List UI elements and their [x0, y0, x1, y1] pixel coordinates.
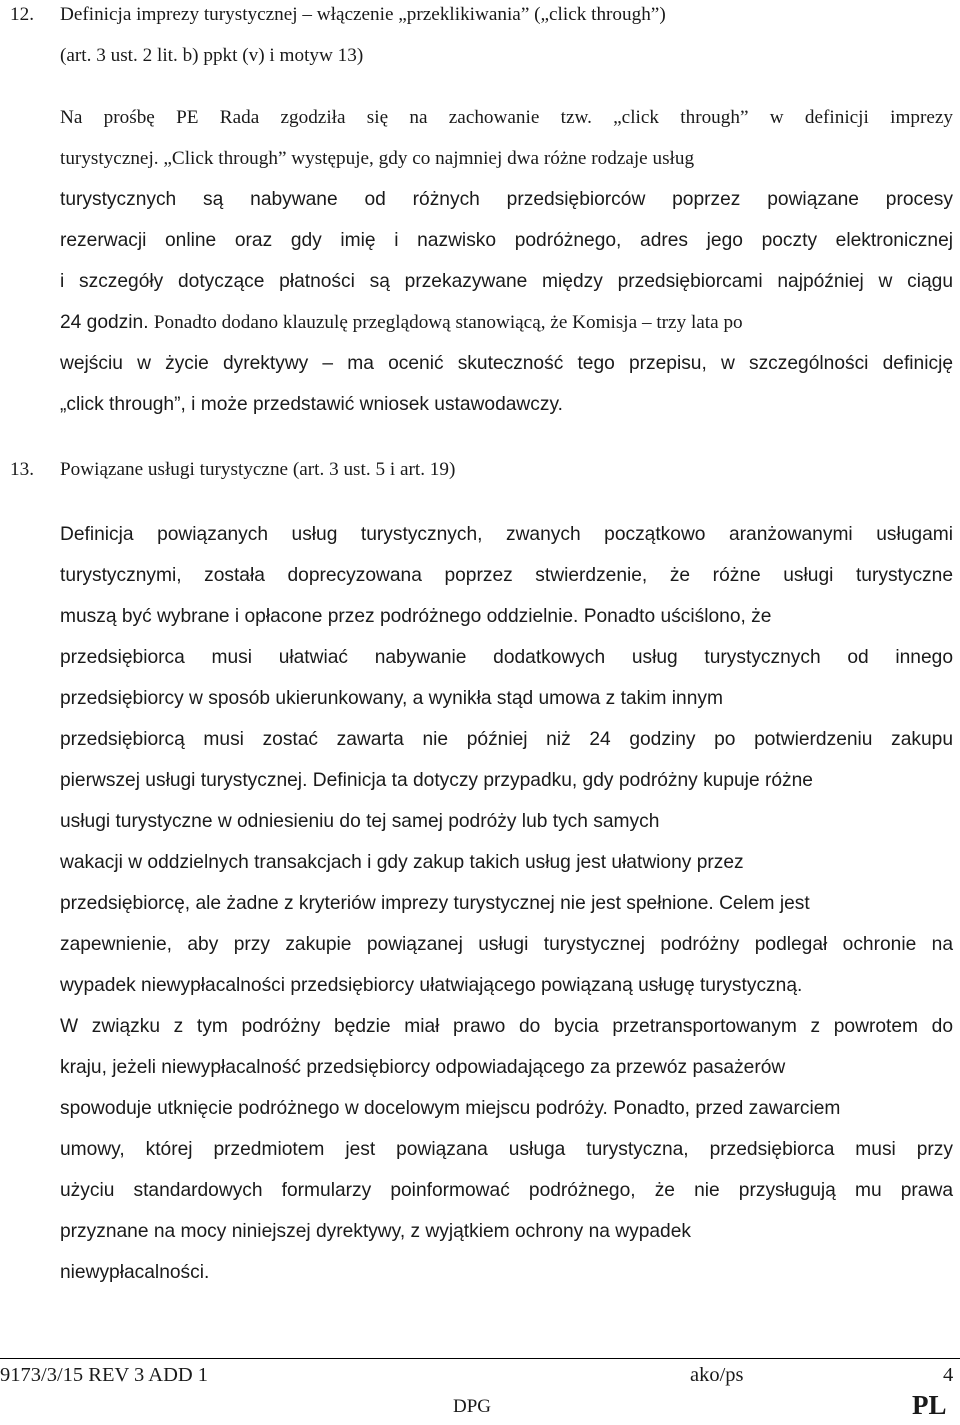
section-13-line-12: wypadek niewypłacalności przedsiębiorcy ułatwiającego powiązaną usługę turystyczną. [60, 975, 803, 996]
section-13-line-5: przedsiębiorcy w sposób ukierunkowany, a wynikła stąd umowa z takim innym [60, 688, 723, 709]
section-12-line-2: turystycznej. „Click through” występuje, gdy co najmniej dwa różne rodzaje usług [60, 148, 695, 169]
section-12-line-4: rezerwacji online oraz gdy imię i nazwisko podróżnego, adres jego poczty elektronicznej [60, 230, 953, 251]
section-12-line-5: i szczegóły dotyczące płatności są przekazywane między przedsiębiorcami najpóźniej w ciągu [60, 271, 953, 292]
section-12-line-8: „click through”, i może przedstawić wniosek ustawodawczy. [60, 394, 563, 415]
section-12-line-7: wejściu w życie dyrektywy – ma ocenić skuteczność tego przepisu, w szczególności definicję [60, 353, 953, 374]
section-13-line-8: usługi turystyczne w odniesieniu do tej samej podróży lub tych samych [60, 811, 660, 832]
footer-dg: DPG [453, 1396, 492, 1417]
section-12-line-6: 24 godzin. Ponadto dodano klauzulę przeglądową stanowiącą, że Komisja – trzy lata po [60, 312, 743, 333]
section-13-line-14: kraju, jeżeli niewypłacalność przedsiębiorcy odpowiadającego za przewóz pasażerów [60, 1057, 786, 1078]
section-12-number: 12. [10, 4, 34, 25]
footer-language: PL [912, 1390, 947, 1420]
section-13-line-16: umowy, której przedmiotem jest powiązana usługa turystyczna, przedsiębiorca musi przy [60, 1139, 953, 1160]
section-13-line-11: zapewnienie, aby przy zakupie powiązanej usługi turystycznej podróżny podlegał ochronie na [60, 934, 953, 955]
section-13-line-6: przedsiębiorcą musi zostać zawarta nie później niż 24 godziny po potwierdzeniu zakupu [60, 729, 953, 750]
footer-initials: ako/ps [690, 1364, 744, 1386]
section-13-line-18: przyznane na mocy niniejszej dyrektywy, z wyjątkiem ochrony na wypadek [60, 1221, 691, 1242]
section-13-line-15: spowoduje utknięcie podróżnego w docelowym miejscu podróży. Ponadto, przed zawarciem [60, 1098, 841, 1119]
section-13-line-17: użyciu standardowych formularzy poinformować podróżnego, że nie przysługują mu prawa [60, 1180, 953, 1201]
section-13-line-19: niewypłacalności. [60, 1262, 210, 1283]
section-12-heading-line-1: Definicja imprezy turystycznej – włączenie „przeklikiwania” („click through”) [60, 4, 666, 25]
section-13-line-3: muszą być wybrane i opłacone przez podróżnego oddzielnie. Ponadto uściślono, że [60, 606, 772, 627]
section-12-line-3: turystycznych są nabywane od różnych przedsiębiorców poprzez powiązane procesy [60, 189, 953, 210]
section-13-line-13: W związku z tym podróżny będzie miał prawo do bycia przetransportowanym z powrotem do [60, 1016, 953, 1037]
section-12-line-1: Na prośbę PE Rada zgodziła się na zachowanie tzw. „click through” w definicji imprezy [60, 107, 953, 128]
section-13-line-7: pierwszej usługi turystycznej. Definicja ta dotyczy przypadku, gdy podróżny kupuje różne [60, 770, 813, 791]
section-13-line-9: wakacji w oddzielnych transakcjach i gdy zakup takich usług jest ułatwiony przez [60, 852, 744, 873]
footer-page-number: 4 [943, 1364, 954, 1386]
section-13-heading: Powiązane usługi turystyczne (art. 3 ust. 5 i art. 19) [60, 459, 456, 480]
footer-rule [0, 1358, 960, 1359]
section-13-number: 13. [10, 459, 34, 480]
section-13-line-1: Definicja powiązanych usług turystycznych, zwanych początkowo aranżowanymi usługami [60, 524, 953, 545]
section-12-heading-line-2: (art. 3 ust. 2 lit. b) ppkt (v) i motyw 13) [60, 45, 364, 66]
section-13-line-2: turystycznymi, została doprecyzowana poprzez stwierdzenie, że różne usługi turystyczne [60, 565, 953, 586]
footer-doc-ref: 9173/3/15 REV 3 ADD 1 [0, 1364, 209, 1386]
section-13-line-4: przedsiębiorca musi ułatwiać nabywanie dodatkowych usług turystycznych od innego [60, 647, 953, 668]
section-13-line-10: przedsiębiorcę, ale żadne z kryteriów imprezy turystycznej nie jest spełnione. Celem jest [60, 893, 810, 914]
